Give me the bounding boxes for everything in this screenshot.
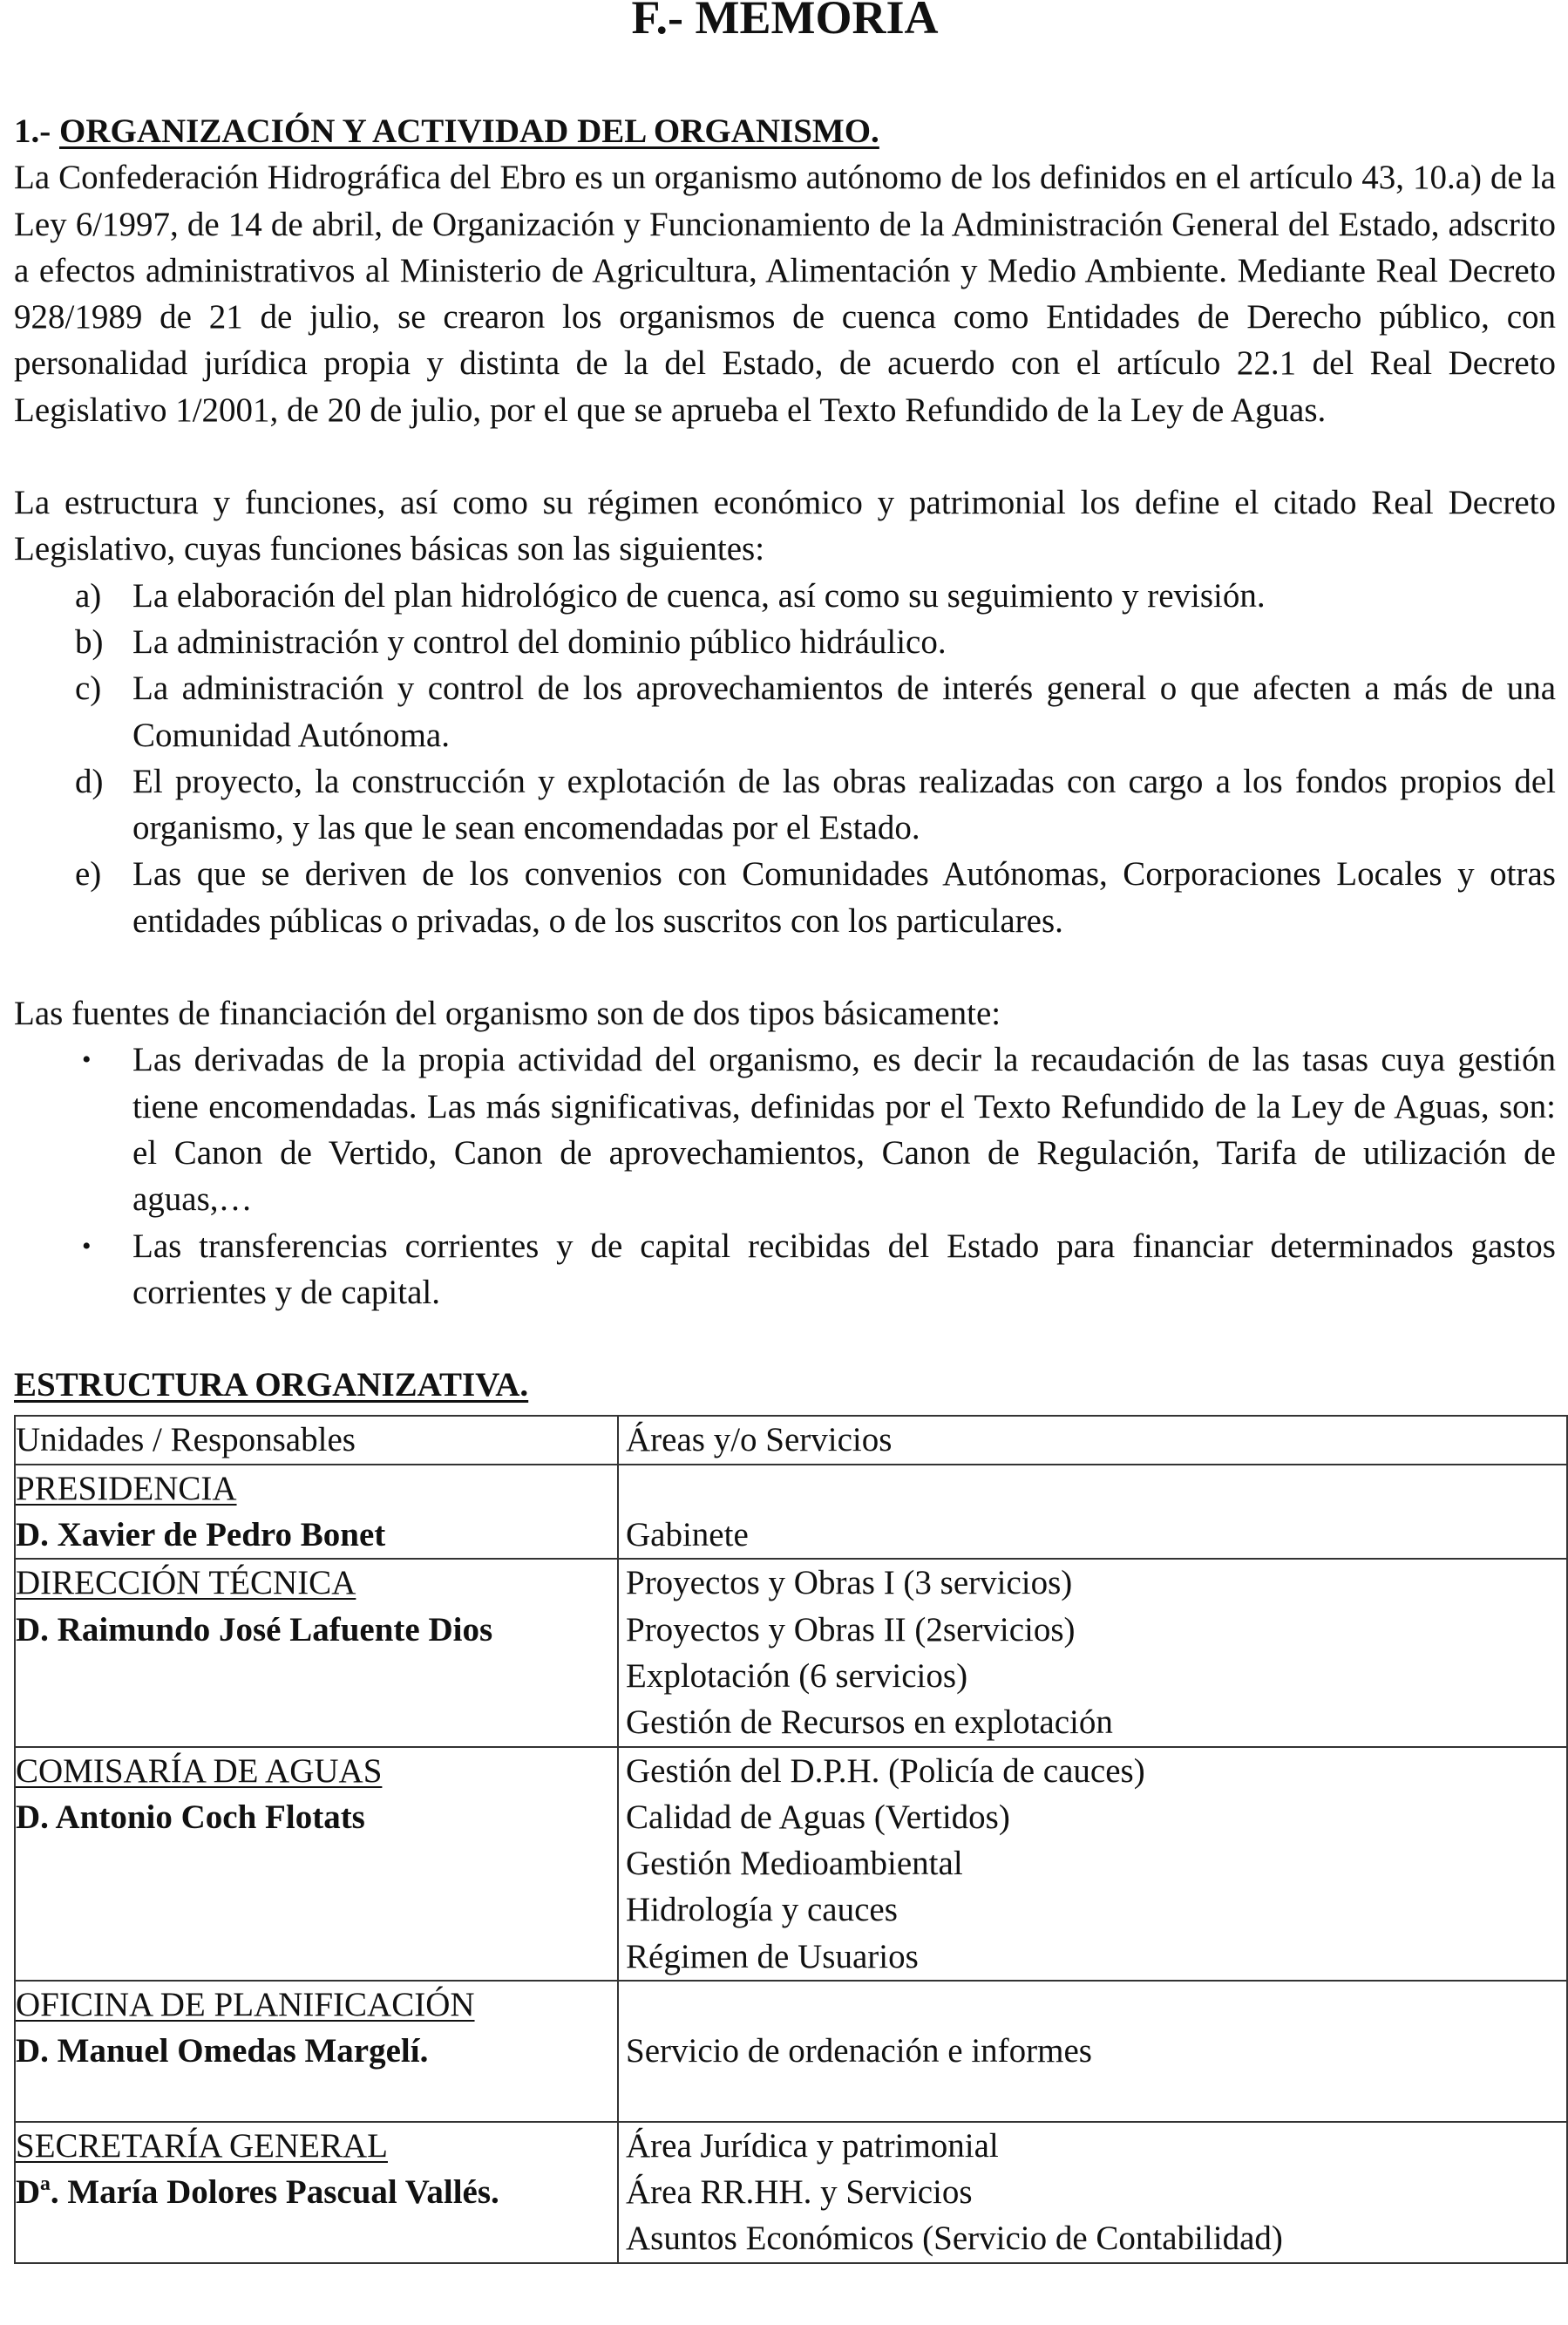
funding-item: [14, 1037, 1556, 1222]
area-item: Régimen de Usuarios: [626, 1937, 919, 1975]
structure-title: ESTRUCTURA ORGANIZATIVA.: [14, 1366, 529, 1404]
bullet-icon: •: [82, 1231, 92, 1261]
functions-list: [14, 573, 1556, 944]
area-item: Calidad de Aguas (Vertidos): [626, 1798, 1010, 1836]
area-item: Área RR.HH. y Servicios: [626, 2173, 973, 2212]
areas-cell: [618, 1981, 1567, 2122]
list-marker: b): [75, 622, 104, 661]
section-number: 1.-: [14, 112, 51, 150]
unit-cell: [15, 1465, 618, 1560]
funding-text: Las transferencias corrientes y de capital recibidas del Estado para financiar determinados gastos corrientes y de capital.: [132, 1227, 1556, 1311]
areas-cell: [618, 1747, 1567, 1981]
area-item: Proyectos y Obras I (3 servicios): [626, 1564, 1073, 1602]
function-item: [14, 573, 1556, 619]
function-text: La elaboración del plan hidrológico de cuenca, así como su seguimiento y revisión.: [132, 576, 1266, 615]
list-marker: d): [75, 762, 104, 800]
unit-name: DIRECCIÓN TÉCNICA: [16, 1564, 356, 1602]
area-item: Gestión Medioambiental: [626, 1845, 963, 1883]
area-item: Gabinete: [626, 1516, 749, 1554]
unit-responsible: D. Manuel Omedas Margelí.: [16, 2032, 429, 2070]
area-item: Asuntos Económicos (Servicio de Contabilidad): [626, 2220, 1283, 2258]
table-row: [15, 2122, 1567, 2263]
unit-cell: [15, 1559, 618, 1746]
list-marker: a): [75, 576, 102, 615]
area-item: Área Jurídica y patrimonial: [626, 2126, 999, 2165]
areas-cell: [618, 2122, 1567, 2263]
intro-paragraph: La Confederación Hidrográfica del Ebro es un organismo autónomo de los definidos en el artículo 43, 10.a) de la Ley 6/1997, de 14 de abril, de Organización y Funcionamiento de la Administración General del Estado, adscrito a efectos administrativos al Ministerio de Agricultura, Alimentación y Medio Ambiente. Mediante Real Decreto 928/1989 de 21 de julio, se crearon los organismos de cuenca como Entidades de Derecho público, con personalidad jurídica propia y distinta de la del Estado, de acuerdo con el artículo 22.1 del Real Decreto Legislativo 1/2001, de 20 de julio, por el que se aprueba el Texto Refundido de la Ley de Aguas.: [14, 159, 1556, 429]
table-header-row: [15, 1416, 1567, 1464]
header-cell-units: Unidades / Responsables: [15, 1416, 618, 1464]
function-text: La administración y control del dominio público hidráulico.: [132, 622, 947, 661]
table-row: [15, 1981, 1567, 2122]
spacer: [16, 2075, 617, 2121]
section-title: ORGANIZACIÓN Y ACTIVIDAD DEL ORGANISMO.: [59, 112, 879, 150]
function-text: La administración y control de los aprovechamientos de interés general o que afecten a más de una Comunidad Autónoma.: [132, 670, 1556, 754]
functions-intro-paragraph: La estructura y funciones, así como su régimen económico y patrimonial los define el citado Real Decreto Legislativo, cuyas funciones básicas son las siguientes:: [14, 484, 1556, 568]
funding-list: [14, 1037, 1556, 1315]
function-item: [14, 851, 1556, 944]
org-structure-table: [14, 1415, 1568, 2263]
unit-name: PRESIDENCIA: [16, 1469, 237, 1507]
unit-name: COMISARÍA DE AGUAS: [16, 1751, 383, 1790]
function-text: El proyecto, la construcción y explotación de las obras realizadas con cargo a los fondos propios del organismo, y las que le sean encomendadas por el Estado.: [132, 762, 1556, 847]
unit-cell: [15, 1981, 618, 2122]
section-heading: [14, 108, 1556, 154]
bullet-icon: •: [82, 1045, 92, 1075]
unit-responsible: Dª. María Dolores Pascual Vallés.: [16, 2173, 499, 2212]
spacer: [626, 1982, 1566, 2028]
unit-name: OFICINA DE PLANIFICACIÓN: [16, 1985, 475, 2023]
list-marker: e): [75, 855, 102, 894]
table-row: [15, 1559, 1567, 1746]
function-text: Las que se deriven de los convenios con Comunidades Autónomas, Corporaciones Locales y otras entidades públicas o privadas, o de los suscritos con los particulares.: [132, 855, 1556, 940]
unit-cell: [15, 2122, 618, 2263]
document-title: F.- MEMORIA: [631, 0, 939, 44]
structure-heading: [14, 1362, 1556, 1408]
table-row: [15, 1465, 1567, 1560]
area-item: Hidrología y cauces: [626, 1891, 898, 1929]
funding-intro-paragraph: Las fuentes de financiación del organismo son de dos tipos básicamente:: [14, 995, 1001, 1033]
area-item: Explotación (6 servicios): [626, 1656, 968, 1695]
areas-cell: [618, 1465, 1567, 1560]
area-item: Gestión de Recursos en explotación: [626, 1703, 1113, 1742]
table-row: [15, 1747, 1567, 1981]
area-item: Proyectos y Obras II (2servicios): [626, 1610, 1076, 1649]
unit-responsible: D. Raimundo José Lafuente Dios: [16, 1610, 493, 1649]
function-item: [14, 665, 1556, 758]
funding-text: Las derivadas de la propia actividad del organismo, es decir la recaudación de las tasas cuya gestión tiene encomendadas. Las más significativas, definidas por el Texto Refundido de la Ley de Aguas, son: el Canon de Vertido, Canon de aprovechamientos, Canon de Regulación, Tarifa de utilización de aguas,…: [132, 1041, 1556, 1219]
spacer: [626, 2075, 1566, 2121]
areas-cell: [618, 1559, 1567, 1746]
unit-name: SECRETARÍA GENERAL: [16, 2126, 388, 2165]
area-item: Servicio de ordenación e informes: [626, 2032, 1092, 2070]
area-item: Gestión del D.P.H. (Policía de cauces): [626, 1751, 1145, 1790]
funding-item: [14, 1223, 1556, 1316]
list-marker: c): [75, 670, 102, 708]
header-cell-areas: Áreas y/o Servicios: [618, 1416, 1567, 1464]
unit-responsible: D. Antonio Coch Flotats: [16, 1798, 365, 1836]
function-item: [14, 619, 1556, 665]
unit-responsible: D. Xavier de Pedro Bonet: [16, 1516, 386, 1554]
unit-cell: [15, 1747, 618, 1981]
function-item: [14, 758, 1556, 852]
